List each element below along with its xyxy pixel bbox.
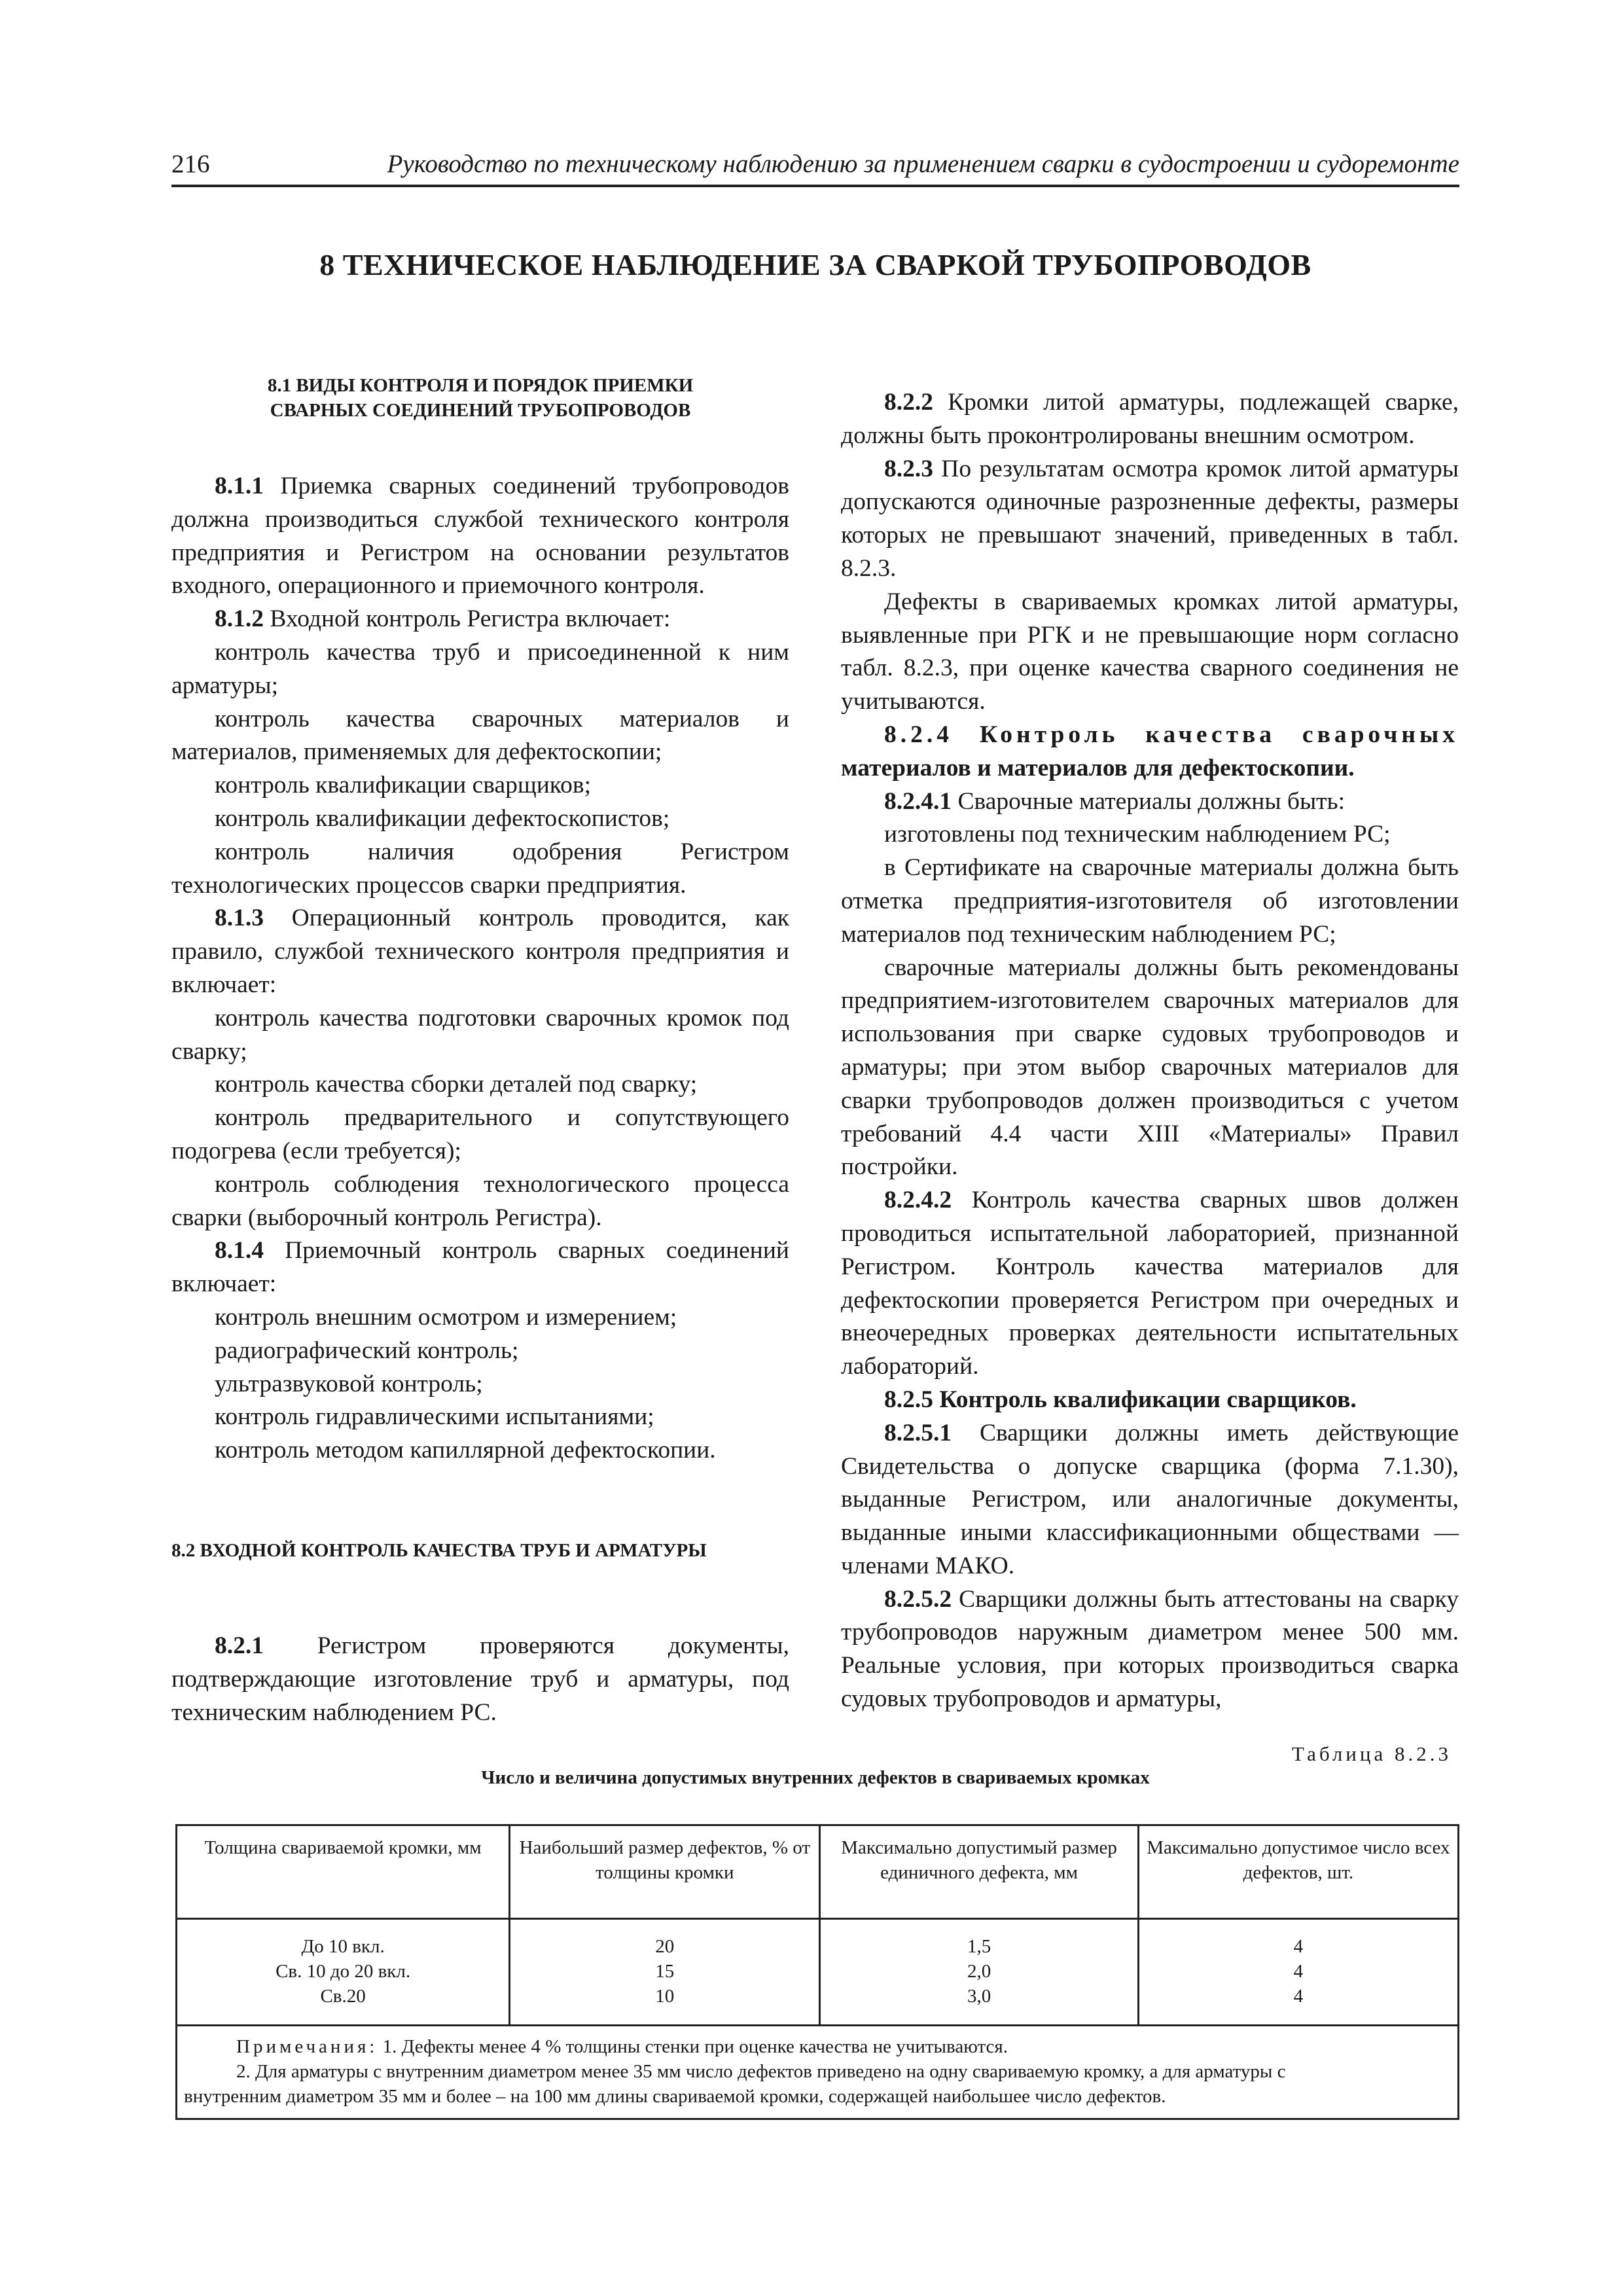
section-8-1-heading: 8.1 ВИДЫ КОНТРОЛЯ И ПОРЯДОК ПРИЕМКИ СВАРНЫХ СОЕДИНЕНИЙ ТРУБОПРОВОДОВ: [267, 375, 694, 421]
table-title: Число и величина допустимых внутренних дефектов в свариваемых кромках: [481, 1767, 1150, 1788]
section-8-2-heading: 8.2 ВХОДНОЙ КОНТРОЛЬ КАЧЕСТВА ТРУБ И АРМАТУРЫ: [171, 1539, 707, 1561]
paragraph-8-1-1: 8.1.1 Приемка сварных соединений трубопроводов должна производиться службой технического контроля предприятия и Регистром на основании результатов входного, операционного и приемочного контроля.: [171, 473, 789, 600]
paragraph-8-2-5-2: 8.2.5.2 Сварщики должны быть аттестованы на сварку трубопроводов наружным диаметром менее 500 мм. Реальные условия, при которых производиться сварка судовых трубопроводов и арматуры,: [841, 1585, 1459, 1713]
max-size-percent-cell: 20 15 10: [510, 1919, 820, 2026]
right-column: [841, 386, 1459, 1716]
list-item: контроль гидравлическими испытаниями;: [215, 1403, 654, 1431]
paragraph-8-2-5-heading: 8.2.5 Контроль квалификации сварщиков.: [884, 1386, 1357, 1413]
list-item: контроль качества труб и присоединенной к ним арматуры;: [171, 638, 789, 699]
page-number: 216: [171, 150, 210, 178]
paragraph-8-2-3-extra: Дефекты в свариваемых кромках литой арматуры, выявленные при РГК и не превышающие норм согласно табл. 8.2.3, при оценке качества сварного соединения не учитываются.: [841, 588, 1459, 715]
note-1: 1. Дефекты менее 4 % толщины стенки при оценке качества не учитываются.: [378, 2036, 1008, 2057]
paragraph-8-1-2: 8.1.2 Входной контроль Регистра включает:: [215, 605, 671, 633]
table-label: Таблица 8.2.3: [1291, 1742, 1452, 1765]
list-item: контроль методом капиллярной дефектоскопии.: [215, 1437, 716, 1464]
column-header: Наибольший размер дефектов, % от толщины кромки: [510, 1825, 820, 1919]
table-notes: [177, 2026, 1459, 2119]
list-item: контроль соблюдения технологического процесса сварки (выборочный контроль Регистра).: [171, 1170, 789, 1231]
list-item: контроль предварительного и сопутствующего подогрева (если требуется);: [171, 1104, 789, 1164]
list-item: в Сертификате на сварочные материалы должна быть отметка предприятия-изготовителя об изготовлении материалов под техническим наблюдением РС;: [841, 854, 1459, 948]
note-2-rest: внутренним диаметром 35 мм и более – на 100 мм длины свариваемой кромки, содержащей наибольшее число дефектов.: [184, 2086, 1166, 2107]
paragraph-8-2-3: 8.2.3 По результатам осмотра кромок литой арматуры допускаются одиночные разрозненные дефекты, размеры которых не превышают значений, приведенных в табл. 8.2.3.: [841, 455, 1459, 582]
table-row: [177, 1919, 1459, 2026]
note-2-first: 2. Для арматуры с внутренним диаметром менее 35 мм число дефектов приведено на одну свариваемую кромку, а для арматуры с: [236, 2061, 1286, 2082]
list-item: радиографический контроль;: [215, 1336, 519, 1364]
paragraph-8-2-4-1: 8.2.4.1 Сварочные материалы должны быть:: [884, 787, 1346, 815]
list-item: сварочные материалы должны быть рекомендованы предприятием-изготовителем сварочных материалов для использования при сварке судовых трубопроводов и арматуры; при этом выбор сварочных материалов для сварки трубопроводов должен производиться с учетом требований 4.4 части XIII «Материалы» Правил постройки.: [841, 954, 1459, 1181]
notes-label: Примечания:: [236, 2036, 378, 2057]
column-header: Максимально допустимый размер единичного дефекта, мм: [820, 1825, 1138, 1919]
paragraph-8-2-1: 8.2.1 Регистром проверяются документы, подтверждающие изготовление труб и арматуры, под техническим наблюдением РС.: [171, 1632, 789, 1726]
single-defect-size-cell: 1,5 2,0 3,0: [820, 1919, 1138, 2026]
table-notes-row: [177, 2026, 1459, 2119]
paragraph-8-2-2: 8.2.2 Кромки литой арматуры, подлежащей сварке, должны быть проконтролированы внешним осмотром.: [841, 389, 1459, 449]
page-header: [171, 145, 1459, 187]
paragraph-8-2-4-2: 8.2.4.2 Контроль качества сварных швов должен проводиться испытательной лабораторией, признанной Регистром. Контроль качества материалов для дефектоскопии проверяется Регистром при очередных и внеочередных проверках деятельности испытательных лабораторий.: [841, 1187, 1459, 1380]
list-item: ультразвуковой контроль;: [215, 1370, 483, 1397]
paragraph-8-2-4-heading: 8.2.4 Контроль качества сварочных материалов и материалов для дефектоскопии.: [841, 721, 1459, 781]
chapter-title: 8 ТЕХНИЧЕСКОЕ НАБЛЮДЕНИЕ ЗА СВАРКОЙ ТРУБОПРОВОДОВ: [319, 248, 1311, 281]
list-item: контроль наличия одобрения Регистром технологических процессов сварки предприятия.: [171, 838, 789, 899]
list-item: контроль качества сварочных материалов и материалов, применяемых для дефектоскопии;: [171, 705, 789, 766]
list-item: контроль квалификации сварщиков;: [215, 772, 591, 799]
paragraph-8-2-5-1: 8.2.5.1 Сварщики должны иметь действующие Свидетельства о допуске сварщика (форма 7.1.30), выданные Регистром, или аналогичные документы, выданные иными классификационными обществами — членами МАКО.: [841, 1419, 1459, 1579]
list-item: контроль качества сборки деталей под сварку;: [215, 1071, 698, 1098]
list-item: контроль квалификации дефектоскопистов;: [215, 804, 670, 832]
defect-count-cell: 4 4 4: [1138, 1919, 1458, 2026]
table-header-row: [177, 1825, 1459, 1919]
running-title: Руководство по техническому наблюдению за применением сварки в судостроении и судоремонте: [387, 150, 1459, 178]
paragraph-8-1-3: 8.1.3 Операционный контроль проводится, как правило, службой технического контроля предприятия и включает:: [171, 905, 789, 998]
list-item: контроль качества подготовки сварочных кромок под сварку;: [171, 1004, 789, 1065]
list-item: изготовлены под техническим наблюдением РС;: [884, 821, 1391, 848]
column-header: Толщина свариваемой кромки, мм: [177, 1825, 510, 1919]
paragraph-8-1-4: 8.1.4 Приемочный контроль сварных соединений включает:: [171, 1237, 789, 1298]
defects-table: [175, 1824, 1459, 2120]
column-header: Максимально допустимое число всех дефектов, шт.: [1138, 1825, 1458, 1919]
left-column: [171, 373, 789, 1729]
list-item: контроль внешним осмотром и измерением;: [215, 1303, 677, 1331]
thickness-cell: До 10 вкл. Св. 10 до 20 вкл. Св.20: [177, 1919, 510, 2026]
